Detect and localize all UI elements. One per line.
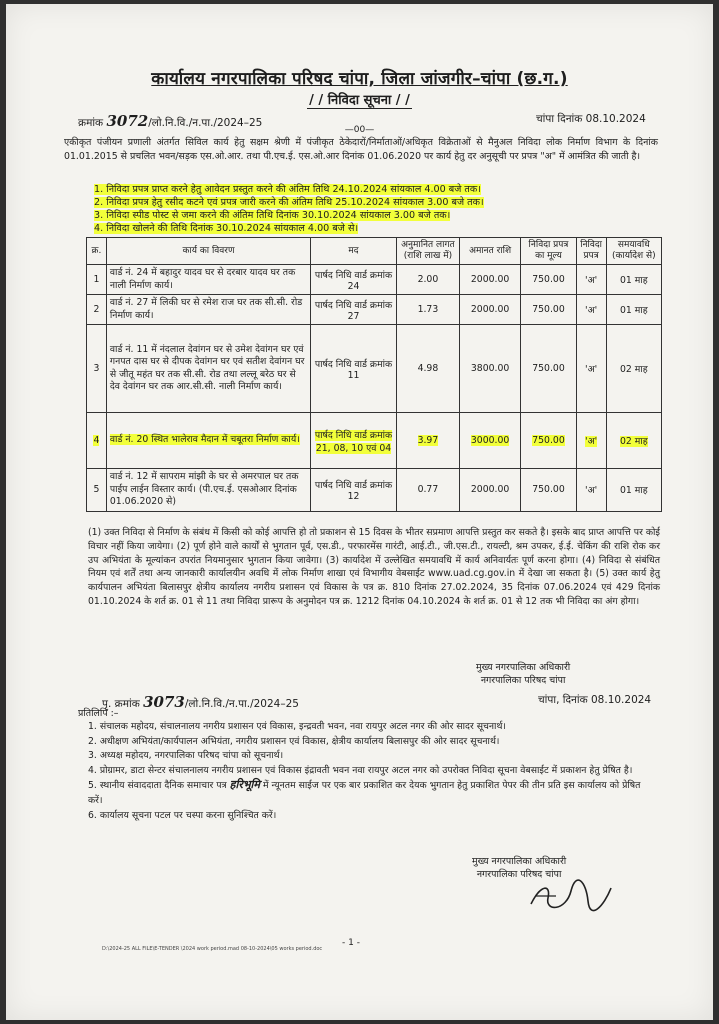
intro-paragraph: एकीकृत पंजीयन प्रणाली अंतर्गत सिविल कार्य हेतु सक्षम श्रेणी में पंजीकृत ठेकेदारों/निर्माताओं/अधिकृत विक्रेताओं से मैनुअल निविदा लोक निर्माण विभाग के दिनांक 01.01.2015 से प्रचलित भवन/सड़क एस.ओ.आर. तथा पी.एच.ई. एस.ओ.आर दिनांक 01.06.2020 पर कार्य हेतु दर अनुसूची पर प्रपत्र "अ" में आमंत्रित की जाती है। xyxy=(64,137,658,162)
cell-description: वार्ड नं. 12 में सापराम मांझी के घर से अमरपाल घर तक पाईप लाईन विस्तार कार्य। (पी.एच.ई. एसओआर दिनांक 01.06.2020 से) xyxy=(106,469,310,512)
column-header: मद xyxy=(311,238,397,265)
cell-emd: 2000.00 xyxy=(459,295,520,325)
office-title: कार्यालय नगरपालिका परिषद चांपा, जिला जांजगीर–चांपा (छ.ग.) xyxy=(151,69,568,89)
cell-cost: 0.77 xyxy=(396,469,459,512)
cell-sno: 5 xyxy=(87,469,107,512)
list-item: 3. अध्यक्ष महोदय, नगरपालिका परिषद चांपा को सूचनार्थ। xyxy=(88,750,284,762)
handwritten-signature xyxy=(526,876,616,916)
cell-head: पार्षद निधि वार्ड क्रमांक 21, 08, 10 एवं 04 xyxy=(311,413,397,469)
cell-cost: 4.98 xyxy=(396,325,459,413)
cell-description: वार्ड नं. 27 में लिकी घर से रमेश राज घर तक सी.सी. रोड निर्माण कार्य। xyxy=(106,295,310,325)
cell-head: पार्षद निधि वार्ड क्रमांक 24 xyxy=(311,265,397,295)
cell-form-fee: 750.00 xyxy=(521,469,576,512)
column-header: कार्य का विवरण xyxy=(106,238,310,265)
cell-period: 02 माह xyxy=(606,413,661,469)
deadline-item: 1. निविदा प्रपत्र प्राप्त करने हेतु आवेदन प्रस्तुत करने की अंतिम तिथि 24.10.2024 सांयकाल 4.00 बजे तक। xyxy=(94,184,481,195)
cell-form: 'अ' xyxy=(576,295,606,325)
table-row-highlighted xyxy=(87,413,662,469)
file-path-footer: D:\2024-25 ALL FILE\E-TENDER \2024 work period.mad 08-10-2024\05 works period.doc xyxy=(102,946,323,952)
notice-heading: / / निविदा सूचना / / xyxy=(309,93,410,108)
works-table xyxy=(86,237,662,512)
column-header: अमानत राशि xyxy=(459,238,520,265)
table-row xyxy=(87,295,662,325)
cell-description: वार्ड नं. 20 स्थित भालेराव मैदान में चबूतरा निर्माण कार्य। xyxy=(106,413,310,469)
list-item: 2. अधीक्षण अभियंता/कार्यपालन अभियंता, नगरीय प्रशासन एवं विकास, क्षेत्रीय कार्यालय बिलासपुर की ओर सादर सूचनार्थ। xyxy=(88,735,500,747)
signature-block: मुख्य नगरपालिका अधिकारी नगरपालिका परिषद चांपा xyxy=(472,856,567,880)
cell-form: 'अ' xyxy=(576,469,606,512)
column-header: अनुमानित लागत (राशि लाख में) xyxy=(396,238,459,265)
cell-emd: 2000.00 xyxy=(459,469,520,512)
table-row xyxy=(87,469,662,512)
cell-emd: 3000.00 xyxy=(459,413,520,469)
copy-reference-number: पृ. क्रमांक 3073/लो.नि.वि./न.पा./2024–25 xyxy=(102,693,299,711)
deadline-item: 4. निविदा खोलने की तिथि दिनांक 30.10.2024 सांयकाल 4.00 बजे से। xyxy=(94,223,359,234)
column-header: निविदा प्रपत्र xyxy=(576,238,606,265)
cell-cost: 2.00 xyxy=(396,265,459,295)
cell-description: वार्ड नं. 11 में नंदलाल देवांगन घर से उमेश देवांगन घर एवं गनपत दास घर से दीपक देवांगन घर एवं सतीश देवांगन घर से जीतू महंत घर तक सी.सी. रोड तथा लल्लू बरेठ घर से देव देवांगन घर तक आर.सी.सी. नाली निर्माण कार्य। xyxy=(106,325,310,413)
deadline-item: 2. निविदा प्रपत्र हेतु रसीद कटने एवं प्रपत्र जारी करने की अंतिम तिथि 25.10.2024 सांयकाल 3.00 बजे तक। xyxy=(94,197,484,208)
cell-head: पार्षद निधि वार्ड क्रमांक 27 xyxy=(311,295,397,325)
cell-form-fee: 750.00 xyxy=(521,295,576,325)
copy-to-label: प्रतिलिपि :– xyxy=(78,708,119,719)
cell-sno: 3 xyxy=(87,325,107,413)
list-item: 1. संचालक महोदय, संचालनालय नगरीय प्रशासन एवं विकास, इन्द्रवती भवन, नवा रायपुर अटल नगर की ओर सादर सूचनार्थ। xyxy=(88,721,506,732)
page-number: - 1 - xyxy=(342,938,360,948)
list-item: 6. कार्यालय सूचना पटल पर चस्पा करना सुनिश्चित करें। xyxy=(88,809,277,821)
table-row xyxy=(87,265,662,295)
terms-paragraph: (1) उक्त निविदा से निर्माण के संबंध में किसी को कोई आपत्ति हो तो प्रकाशन से 15 दिवस के भीतर सप्रमाण आपत्ति प्रस्तुत कर सकते है। इसके बाद प्राप्त आपत्ति पर कोई विचार नहीं किया जायेगा। (2) पूर्ण होने वाले कार्यों से भुगतान पूर्व, एस.डी., परफारमेंस गारंटी, आई.टी., जी.एस.टी., रायल्टी, श्रम उपकर, ई.ई. चेकिंग की राशि रोक कर उप अभियंता के मूल्यांकन उपरांत नियमानुसार भुगतान किया जावेगा। (3) कार्यादेश में उल्लेखित समयावधि में कार्य अनिवार्यतः पूर्ण करना होगा। (4) निविदा से संबंधित नियम एवं शर्तें तथा अन्य जानकारी कार्यालयीन अवधि में लोक निर्माण शाखा एवं विभागीय वेबसाईट www.uad.cg.gov.in में देखा जा सकता है। (5) उक्त कार्य हेतु कार्यपालन अभियंता बिलासपुर क्षेत्रीय कार्यालय नगरीय प्रशासन एवं विकास के पत्र क्र. 810 दिनांक 27.02.2024, 35 दिनांक 07.06.2024 एवं 429 दिनांक 01.10.2024 के शर्त क्र. 01 से 11 तथा निविदा प्रारूप के अनुमोदन पत्र क्र. 1212 दिनांक 04.10.2024 के शर्त क्र. 01 से 12 तक भी निविदा का अंग होगा। xyxy=(88,527,660,607)
cell-sno: 1 xyxy=(87,265,107,295)
list-item: 4. प्रोग्रामर, डाटा सेन्टर संचालनालय नगरीय प्रशासन एवं विकास इंद्रावती भवन नवा रायपुर अटल नगर को उपरोक्त निविदा सूचना वेबसाईट में प्रकाशन हेतु प्रेषित है। xyxy=(88,764,633,776)
cell-form: 'अ' xyxy=(576,265,606,295)
cell-description: वार्ड नं. 24 में बहादुर यादव घर से दरबार यादव घर तक नाली निर्माण कार्य। xyxy=(106,265,310,295)
cell-cost: 3.97 xyxy=(396,413,459,469)
column-header: समयावधि (कार्यादेश से) xyxy=(606,238,661,265)
cell-head: पार्षद निधि वार्ड क्रमांक 12 xyxy=(311,469,397,512)
cell-sno: 4 xyxy=(87,413,107,469)
cell-form-fee: 750.00 xyxy=(521,325,576,413)
copy-to-list xyxy=(88,720,648,823)
cell-sno: 2 xyxy=(87,295,107,325)
document-page xyxy=(6,4,713,1020)
cell-period: 02 माह xyxy=(606,325,661,413)
list-item: 5. स्थानीय संवाददाता दैनिक समाचार पत्र हरिभूमि में न्यूनतम साईज पर एक बार प्रकाशित कर देयक भुगतान हेतु प्रकाशित पेपर की तीन प्रति इस कार्यालय को प्रेषित करें। xyxy=(88,778,641,806)
table-header-row xyxy=(87,238,662,265)
cell-form-fee: 750.00 xyxy=(521,413,576,469)
cell-period: 01 माह xyxy=(606,265,661,295)
reference-number: क्रमांक 3072/लो.नि.वि./न.पा./2024–25 xyxy=(78,112,263,130)
place-date: चांपा दिनांक 08.10.2024 xyxy=(536,113,646,125)
separator: —00— xyxy=(344,125,375,135)
column-header: निविदा प्रपत्र का मूल्य xyxy=(521,238,576,265)
cell-form: 'अ' xyxy=(576,413,606,469)
deadline-item: 3. निविदा स्पीड पोस्ट से जमा करने की अंतिम तिथि दिनांक 30.10.2024 सांयकाल 3.00 बजे तक। xyxy=(94,210,451,221)
cell-emd: 2000.00 xyxy=(459,265,520,295)
signature-block: मुख्य नगरपालिका अधिकारी नगरपालिका परिषद चांपा xyxy=(476,662,571,686)
cell-form-fee: 750.00 xyxy=(521,265,576,295)
table-row xyxy=(87,325,662,413)
cell-emd: 3800.00 xyxy=(459,325,520,413)
cell-period: 01 माह xyxy=(606,295,661,325)
copy-place-date: चांपा, दिनांक 08.10.2024 xyxy=(538,694,652,706)
cell-head: पार्षद निधि वार्ड क्रमांक 11 xyxy=(311,325,397,413)
column-header: क्र. xyxy=(87,238,107,265)
cell-form: 'अ' xyxy=(576,325,606,413)
cell-period: 01 माह xyxy=(606,469,661,512)
cell-cost: 1.73 xyxy=(396,295,459,325)
